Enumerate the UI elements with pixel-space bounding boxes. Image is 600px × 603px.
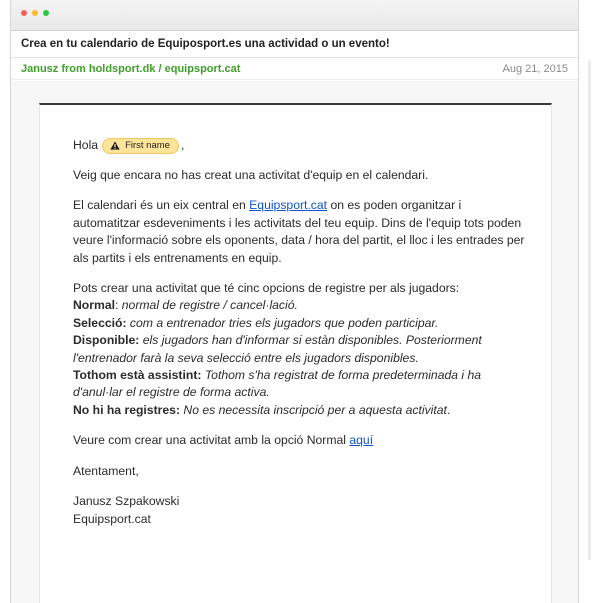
option-description: No es necessita inscripció per a aquesta activitat [183, 402, 447, 417]
equipsport-link[interactable]: Equipsport.cat [249, 198, 328, 213]
option-description: Tothom s'ha registrat de forma predeterminada i ha d'anul·lar el registre de forma activa. [73, 368, 482, 400]
zoom-window-button[interactable] [43, 10, 49, 16]
email-meta [11, 58, 578, 80]
window-titlebar [11, 0, 578, 31]
signature [73, 493, 528, 528]
subject-row [11, 31, 578, 58]
paragraph-options [73, 280, 528, 419]
options-intro: Pots crear una activitat que té cinc opcions de registre per als jugadors: [73, 281, 460, 296]
scrollbar-track[interactable] [588, 60, 591, 560]
signature-name: Janusz Szpakowski [73, 494, 180, 509]
paragraph-intro: Veig que encara no has creat una activitat d'equip en el calendari. [73, 168, 429, 182]
close-window-button[interactable] [21, 10, 27, 16]
warning-icon [110, 141, 120, 150]
paragraph-calendar-after: on es poden organitzar i automatitzar esdeveniments i les activitats del teu equip. Dins de l'equip tots poden veure l'informació sobre els oponents, data / hora del partit, el lloc i les entrades per als partits i els entrenaments en equip. [73, 198, 525, 265]
howto-link[interactable]: aquí [349, 433, 374, 448]
greeting-line [73, 137, 528, 154]
option-description: normal de registre / cancel·lació. [121, 298, 298, 313]
option-tail: . [446, 402, 451, 417]
email-date: Aug 21, 2015 [502, 62, 568, 75]
email-subject: Crea en tu calendario de Equiposport.es una actividad o un evento! [21, 38, 390, 50]
paragraph-calendar-before: El calendari és un eix central en [73, 198, 250, 213]
howto-text: Veure com crear una activitat amb la opció Normal [73, 433, 350, 448]
minimize-window-button[interactable] [32, 10, 38, 16]
greeting-comma: , [180, 137, 185, 152]
paragraph-calendar [73, 197, 528, 267]
option-label: No hi ha registres: [73, 402, 181, 417]
option-label: Selecció: [73, 315, 127, 330]
option-label: Normal [73, 298, 115, 313]
closing: Atentament, [73, 463, 139, 478]
option-description: els jugadors han d'informar si estàn disponibles. Posteriorment l'entrenador farà la seva selecció entre els jugadors disponibles. [73, 333, 482, 365]
mail-window [10, 0, 579, 603]
signature-org: Equipsport.cat [73, 511, 151, 526]
message-area [11, 81, 578, 603]
option-separator: : [115, 298, 122, 313]
merge-tag-label: First name [125, 139, 170, 151]
first-name-merge-tag[interactable] [102, 138, 179, 154]
option-description: com a entrenador tries els jugadors que poden participar. [129, 315, 439, 330]
email-card [39, 103, 552, 603]
email-body [73, 137, 528, 541]
option-label: Tothom està assistint: [73, 368, 202, 383]
option-label: Disponible: [73, 333, 140, 348]
paragraph-howto [73, 432, 528, 449]
email-sender[interactable]: Janusz from holdsport.dk / equipsport.cat [21, 62, 241, 75]
greeting-word: Hola [73, 137, 99, 152]
